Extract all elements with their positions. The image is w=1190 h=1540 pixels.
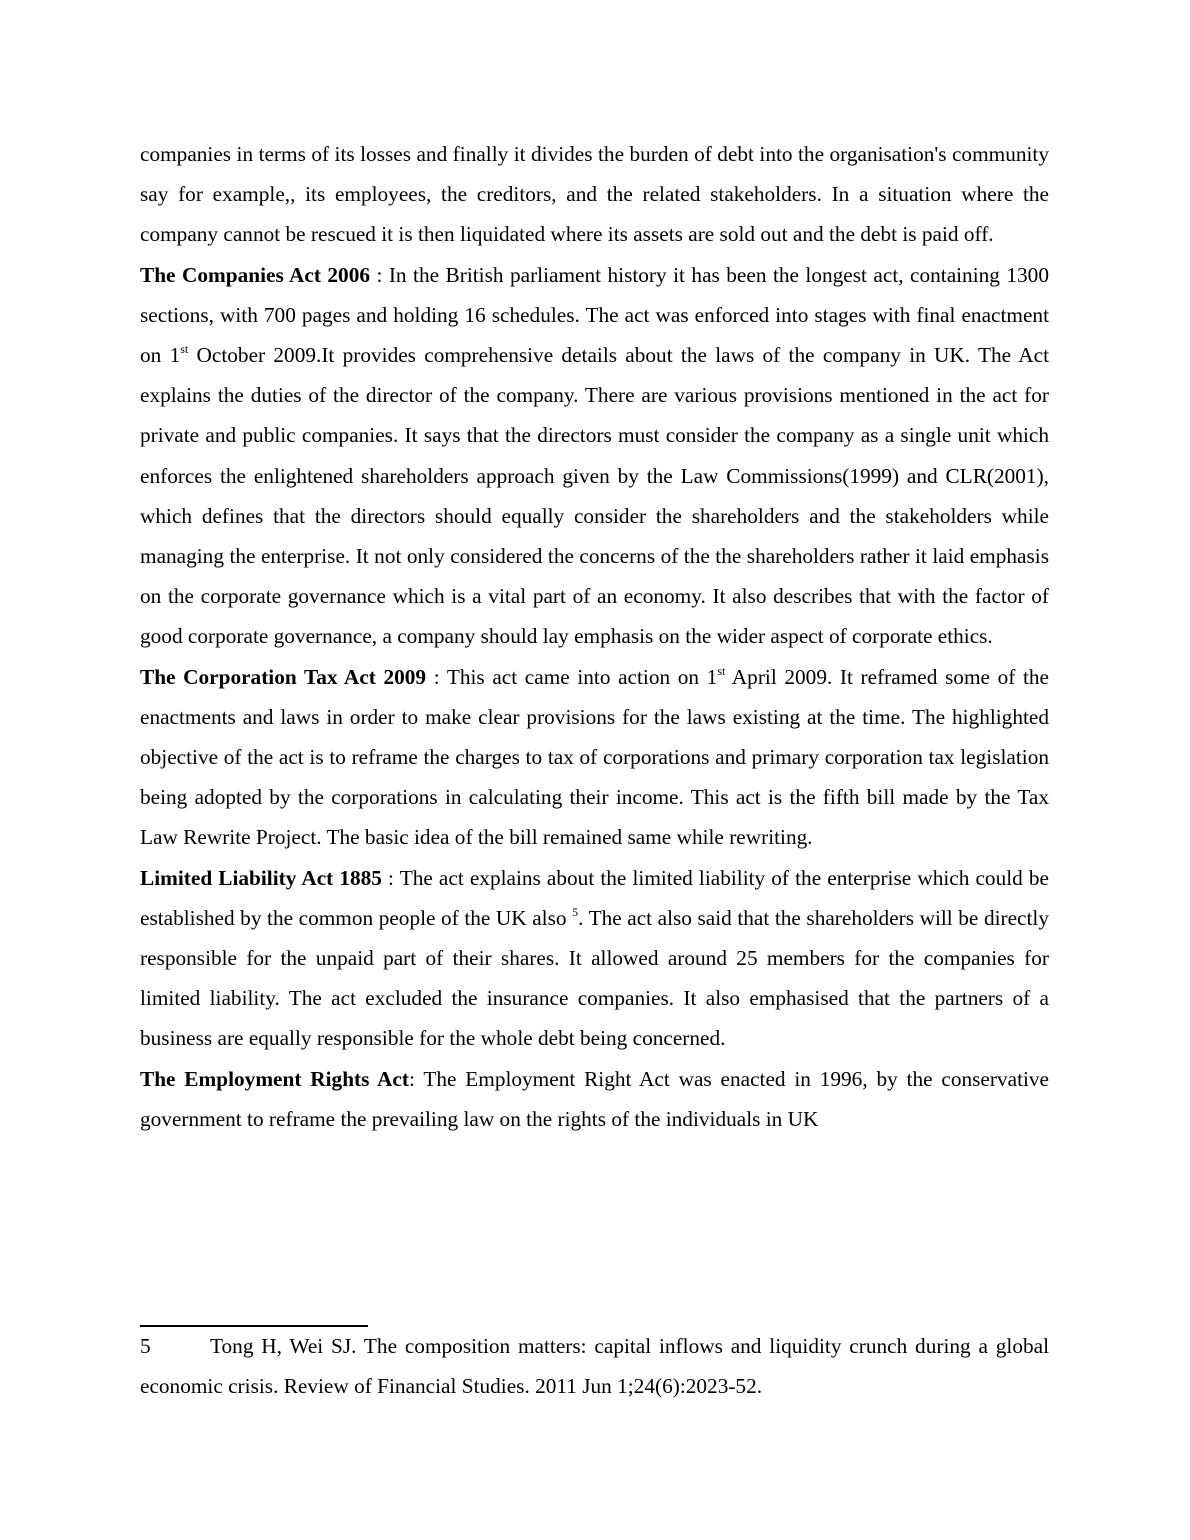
paragraph-text: : The act explains about the limited liability of the enterprise which could be established by the common people of the UK also xyxy=(140,865,1050,930)
paragraph-text: April 2009. It reframed some of the enactments and laws in order to make clear provisions for the laws existing at the time. The highlighted objective of the act is to reframe the charges to tax of corporations and primary corporation tax legislation being adopted by the corporations in calculating their income. This act is the fifth bill made by the Tax Law Rewrite Project. The basic idea of the bill remained same while rewriting. xyxy=(140,664,1049,850)
paragraph-corporation-tax-act xyxy=(140,657,1049,858)
paragraph-companies-act xyxy=(140,255,1049,657)
ordinal-superscript: st xyxy=(180,342,189,357)
footnote-reference[interactable]: 5 xyxy=(572,904,579,919)
paragraph-text: : In the British parliament history it has been the longest act, containing 1300 sections, with 700 pages and holding 16 schedules. The act was enforced into stages with final enactment on 1 xyxy=(140,262,1049,368)
heading-companies-act: The Companies Act 2006 xyxy=(140,262,370,287)
paragraph-text: : This act came into action on 1 xyxy=(426,664,718,689)
ordinal-superscript: st xyxy=(717,663,726,678)
footnote-text: Tong H, Wei SJ. The composition matters: capital inflows and liquidity crunch during a global economic crisis. Review of Financial Studies. 2011 Jun 1;24(6):2023-52. xyxy=(140,1334,1049,1399)
heading-employment-rights-act: The Employment Rights Act xyxy=(140,1066,409,1091)
paragraph-text: : The Employment Right Act was enacted in 1996, by the conservative government to reframe the prevailing law on the rights of the individuals in UK xyxy=(140,1066,1049,1131)
paragraph-text: companies in terms of its losses and finally it divides the burden of debt into the organisation's community say for example,, its employees, the creditors, and the related stakeholders. In a situation where the company cannot be rescued it is then liquidated where its assets are sold out and the debt is paid off. xyxy=(140,142,1049,247)
footnote xyxy=(140,1326,1049,1406)
paragraph-text: October 2009.It provides comprehensive details about the laws of the company in UK. The Act explains the duties of the director of the company. There are various provisions mentioned in the act for private and public companies. It says that the directors must consider the company as a single unit which enforces the enlightened shareholders approach given by the Law Commissions(1999) and CLR(2001), which defines that the directors should equally consider the shareholders and the stakeholders while managing the enterprise. It not only considered the concerns of the the shareholders rather it laid emphasis on the corporate governance which is a vital part of an economy. It also describes that with the factor of good corporate governance, a company should lay emphasis on the wider aspect of corporate ethics. xyxy=(140,343,1049,649)
paragraph-limited-liability-act xyxy=(140,858,1049,1059)
paragraph-text: . The act also said that the shareholders will be directly responsible for the unpaid part of their shares. It allowed around 25 members for the companies for limited liability. The act excluded the insurance companies. It also emphasised that the partners of a business are equally responsible for the whole debt being concerned. xyxy=(140,905,1049,1051)
paragraph-intro-continuation xyxy=(140,134,1049,255)
paragraph-employment-rights-act xyxy=(140,1059,1049,1139)
document-body xyxy=(140,134,1049,1139)
heading-corporation-tax-act: The Corporation Tax Act 2009 xyxy=(140,664,427,689)
heading-limited-liability-act: Limited Liability Act 1885 xyxy=(140,865,382,890)
footnote-number: 5 xyxy=(140,1334,151,1358)
